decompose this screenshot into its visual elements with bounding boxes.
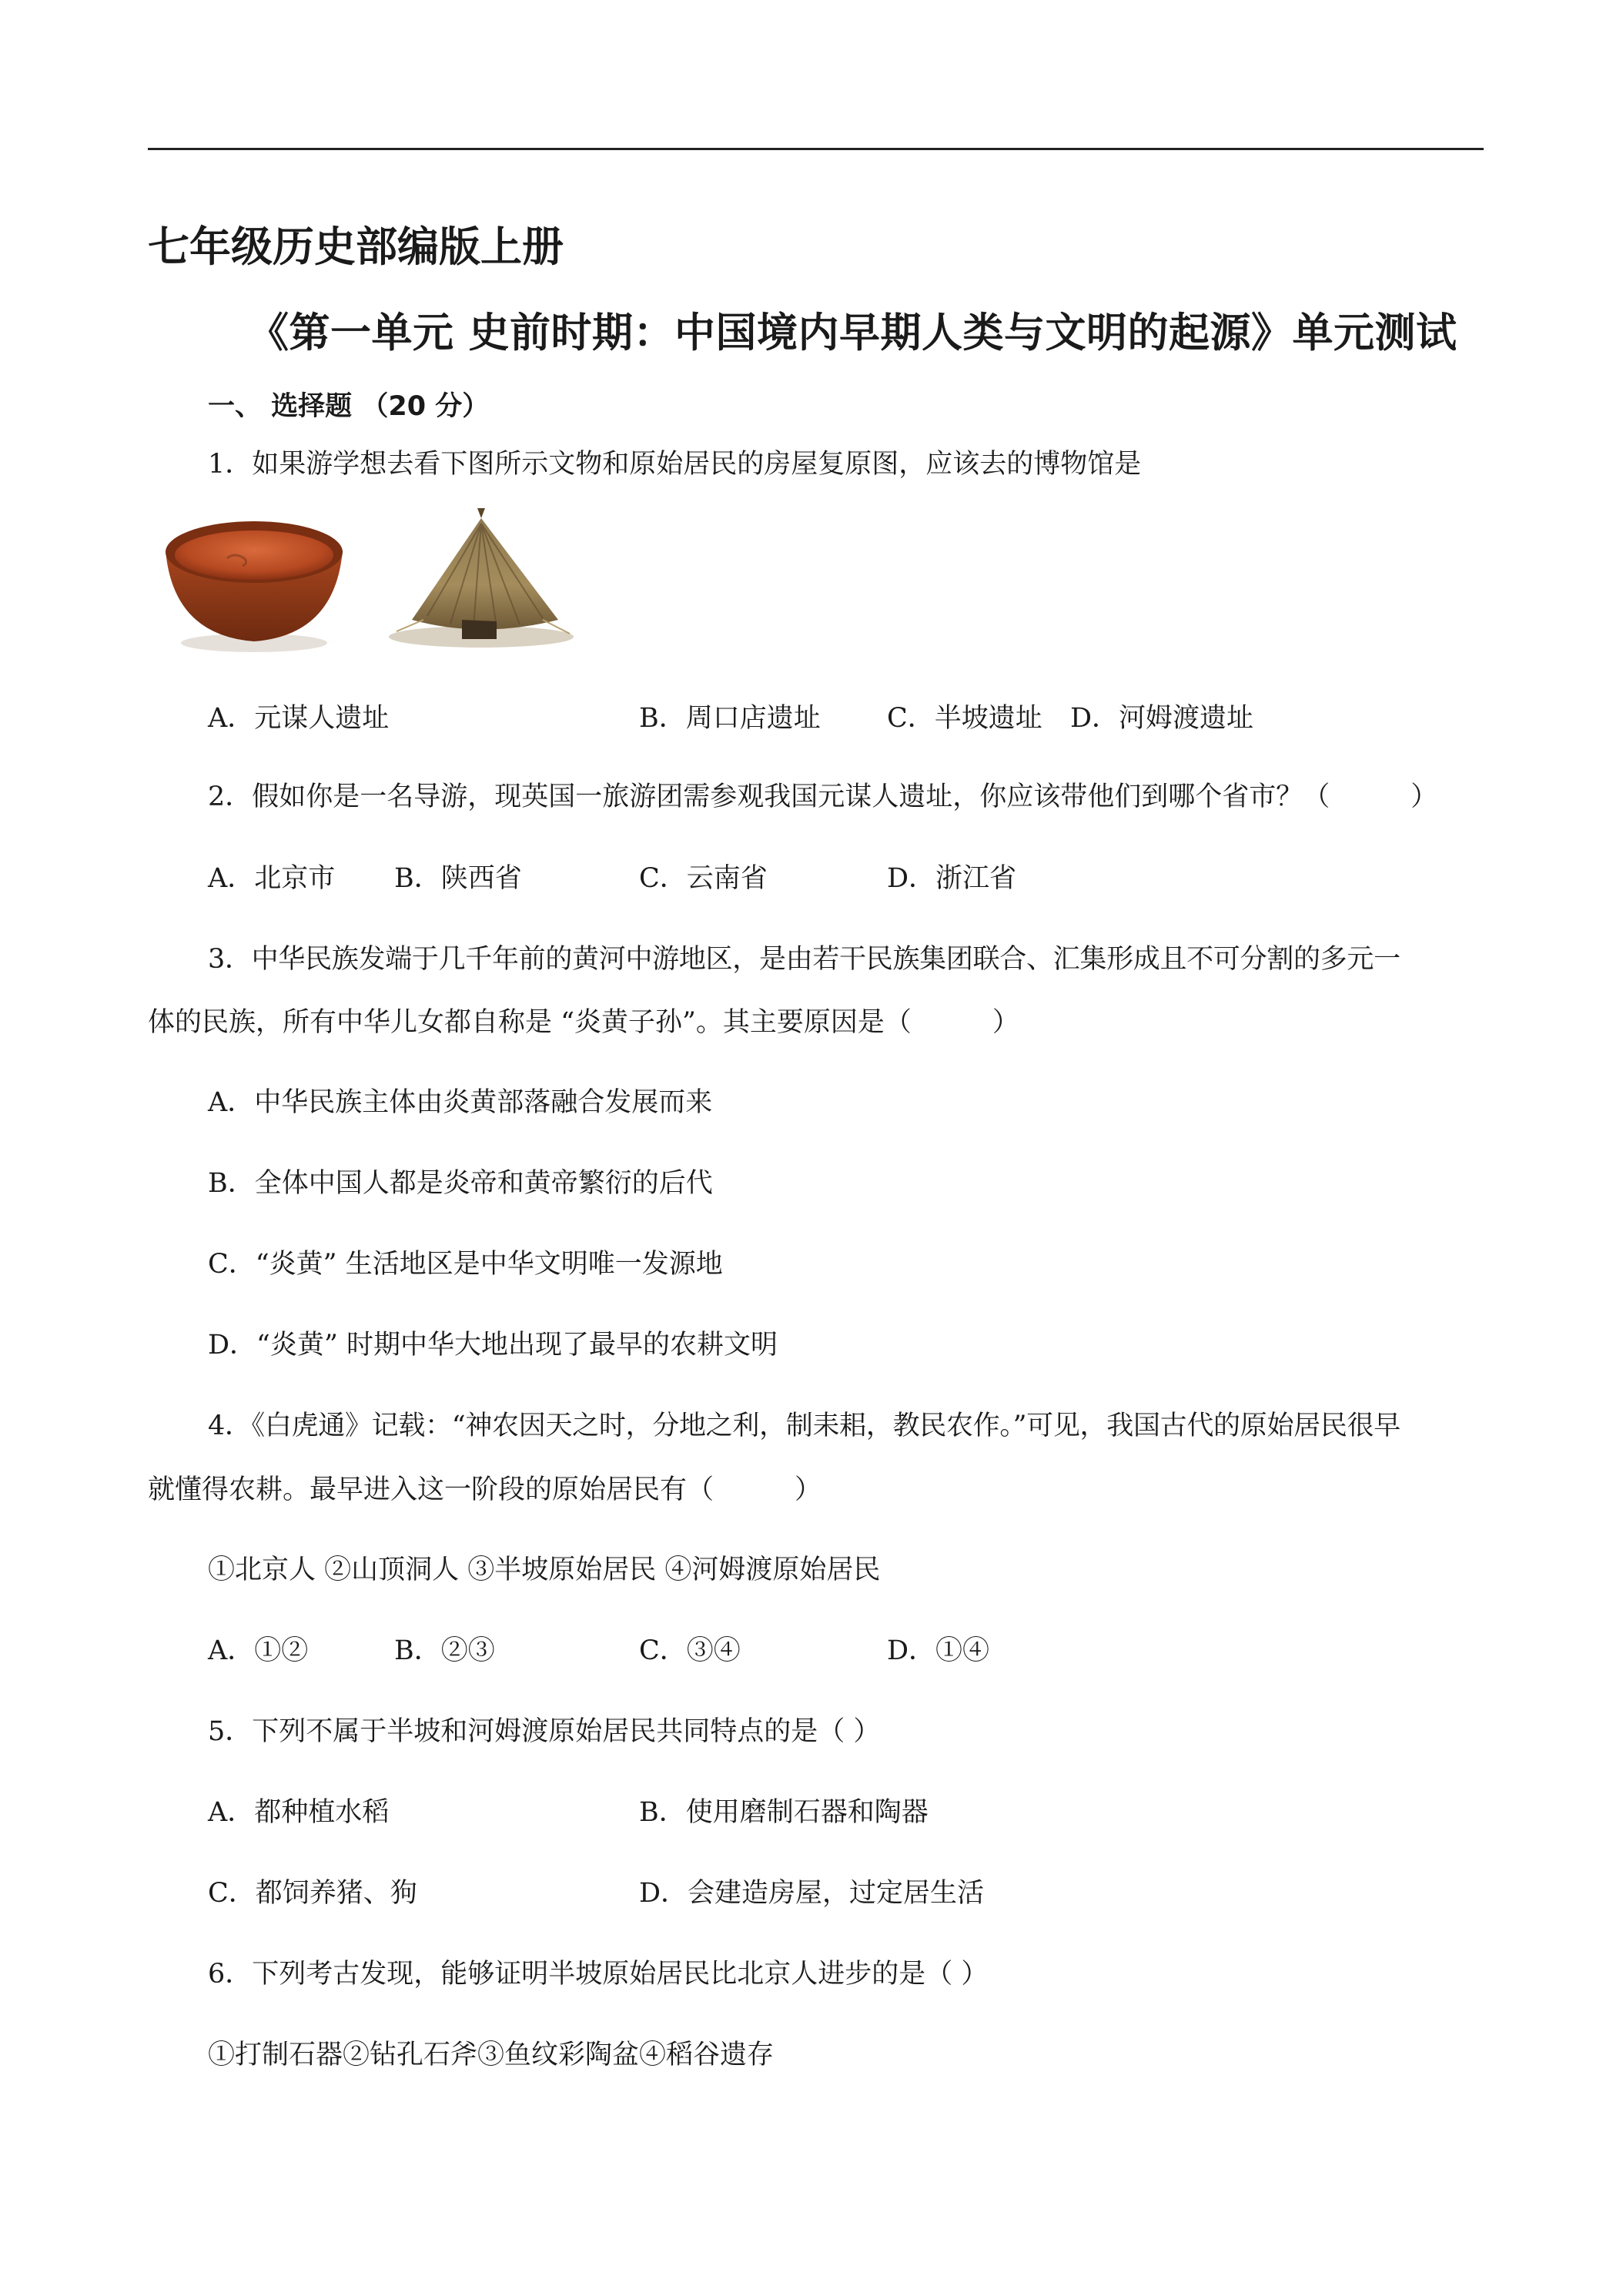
question-2-option-c: C．云南省 bbox=[639, 863, 768, 894]
question-3-option-d: D．“炎黄” 时期中华大地出现了最早的农耕文明 bbox=[208, 1330, 778, 1361]
question-1-option-a: A．元谋人遗址 bbox=[208, 703, 390, 734]
question-1-option-b: B．周口店遗址 bbox=[639, 703, 821, 734]
document-title: 七年级历史部编版上册 bbox=[148, 223, 564, 271]
artifact-illustrations bbox=[158, 504, 574, 658]
question-5-option-a: A．都种植水稻 bbox=[208, 1797, 390, 1828]
question-1-images bbox=[158, 504, 574, 658]
question-4-option-d: D．①④ bbox=[887, 1635, 990, 1666]
question-1-option-d: D．河姆渡遗址 bbox=[1070, 703, 1254, 734]
question-5-option-b: B．使用磨制石器和陶器 bbox=[639, 1797, 929, 1828]
question-5-option-d: D．会建造房屋，过定居生活 bbox=[639, 1878, 985, 1909]
header-rule bbox=[148, 148, 1484, 150]
question-4-stem-line-2: 就懂得农耕。最早进入这一阶段的原始居民有（ ） bbox=[148, 1474, 822, 1505]
question-6-items: ①打制石器②钻孔石斧③鱼纹彩陶盆④稻谷遗存 bbox=[208, 2040, 775, 2070]
hut-reconstruction-image bbox=[389, 508, 574, 648]
question-1-option-c: C．半坡遗址 bbox=[887, 703, 1042, 734]
question-3-option-a: A．中华民族主体由炎黄部落融合发展而来 bbox=[208, 1087, 713, 1118]
question-4-items: ①北京人 ②山顶洞人 ③半坡原始居民 ④河姆渡原始居民 bbox=[208, 1555, 881, 1585]
question-3-stem-line-1: 3．中华民族发端于几千年前的黄河中游地区，是由若干民族集团联合、汇集形成且不可分割的多元一 bbox=[208, 944, 1400, 975]
question-2-option-a: A．北京市 bbox=[208, 863, 336, 894]
question-1-stem: 1．如果游学想去看下图所示文物和原始居民的房屋复原图，应该去的博物馆是 bbox=[208, 449, 1142, 480]
section-heading: 一、 选择题 （20 分） bbox=[208, 391, 490, 422]
question-5-stem: 5．下列不属于半坡和河姆渡原始居民共同特点的是（ ） bbox=[208, 1716, 881, 1747]
pottery-bowl-image bbox=[166, 521, 343, 652]
question-5-option-c: C．都饲养猪、狗 bbox=[208, 1878, 417, 1909]
question-3-option-b: B．全体中国人都是炎帝和黄帝繁衍的后代 bbox=[208, 1168, 713, 1199]
question-4-option-c: C．③④ bbox=[639, 1635, 741, 1666]
question-4-stem-line-1: 4．《白虎通》记载：“神农因天之时，分地之利，制耒耜，教民农作。”可见，我国古代的原始居民很早 bbox=[208, 1411, 1400, 1441]
question-2-option-b: B．陕西省 bbox=[394, 863, 522, 894]
question-6-stem: 6．下列考古发现，能够证明半坡原始居民比北京人进步的是（ ） bbox=[208, 1959, 989, 1990]
document-subtitle: 《第一单元 史前时期：中国境内早期人类与文明的起源》单元测试 bbox=[248, 310, 1457, 356]
question-4-option-a: A．①② bbox=[208, 1635, 309, 1666]
question-2-option-d: D．浙江省 bbox=[887, 863, 1017, 894]
question-3-option-c: C．“炎黄” 生活地区是中华文明唯一发源地 bbox=[208, 1249, 723, 1280]
question-2-stem: 2．假如你是一名导游，现英国一旅游团需参观我国元谋人遗址，你应该带他们到哪个省市？（ ） bbox=[208, 782, 1438, 812]
question-3-stem-line-2: 体的民族，所有中华儿女都自称是 “炎黄子孙”。其主要原因是（ ） bbox=[148, 1007, 1019, 1038]
question-4-option-b: B．②③ bbox=[394, 1635, 495, 1666]
